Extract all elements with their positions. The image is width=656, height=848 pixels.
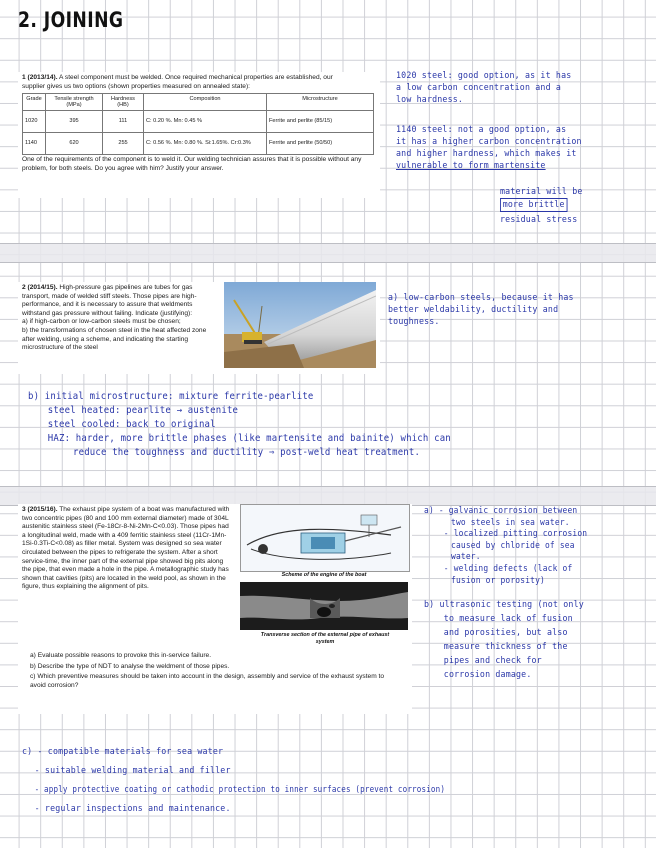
q3-card	[18, 504, 412, 714]
q1-card	[18, 72, 380, 198]
handwritten-line: a) low-carbon steels, because it has	[388, 292, 574, 303]
q2-heading: 2 (2014/15).	[22, 284, 58, 291]
handwritten-line: pipes and check for	[443, 655, 542, 666]
q2-intro: High-pressure gas pipelines are tubes for gas transport, made of welded stiff steels. Those pipes are high-performance, and it is necessary to assure that weldments withstand gas pressure without failing. Indicate (justifying):	[22, 284, 197, 317]
q3-answer-a	[424, 506, 587, 587]
engine-scheme-figure	[240, 504, 410, 572]
pipeline-photo	[224, 282, 376, 368]
weld-section-caption: Transverse section of the external pipe of exhaust system	[260, 632, 390, 645]
handwritten-line: b) initial microstructure: mixture ferrite-pearlite	[28, 391, 314, 402]
engine-scheme-caption: Scheme of the engine of the boat	[281, 572, 367, 578]
table-cell: C: 0.20 %. Mn: 0.45 %	[144, 111, 267, 133]
handwritten-line: reduce the toughness and ductility ⇒ post-weld heat treatment.	[73, 447, 421, 458]
table-row	[23, 133, 374, 155]
page-separator	[0, 486, 656, 506]
handwritten-line: measure thickness of the	[443, 641, 568, 652]
properties-table	[22, 93, 374, 155]
q3-parts	[18, 652, 422, 690]
handwritten-line: a low carbon concentration and a	[396, 82, 562, 93]
q3-answer-b	[424, 598, 584, 682]
table-cell: 395	[46, 111, 103, 133]
table-header: Hardness (HB)	[103, 94, 144, 111]
handwritten-line: b) ultrasonic testing (not only	[424, 599, 584, 610]
table-cell: C: 0.56 %. Mn: 0.80 %. Si:1.65%. Cr:0.3%	[144, 133, 267, 155]
handwritten-line: - localized pitting corrosion	[443, 529, 588, 540]
table-row	[23, 111, 374, 133]
handwritten-line: - apply protective coating or cathodic protection to inner surfaces (prevent corrosion)	[34, 784, 446, 794]
q3-answer-c	[22, 742, 445, 818]
q2-answer-a	[388, 292, 574, 328]
q2-answer-b	[28, 390, 451, 460]
q2-card	[18, 282, 380, 374]
table-cell: 620	[46, 133, 103, 155]
q2-part-b: b) the transformations of chosen steel in the heat affected zone after welding, using a scheme, and indicating the starting microstructure of the steel	[22, 326, 207, 352]
q3-text	[18, 504, 230, 592]
handwritten-line: more brittle	[500, 198, 567, 212]
table-cell: 1140	[23, 133, 46, 155]
q1-answer-1140	[396, 124, 582, 172]
handwritten-line: - welding defects (lack of	[443, 563, 573, 574]
handwritten-line: vulnerable to form martensite	[396, 160, 546, 171]
q1-intro	[18, 72, 344, 91]
handwritten-line: it has a higher carbon concentration	[396, 136, 582, 147]
table-cell: 1020	[23, 111, 46, 133]
table-cell: 111	[103, 111, 144, 133]
handwritten-line: steel cooled: back to original	[47, 419, 216, 430]
q3-part-b: b) Describe the type of NDT to analyse the weldment of those pipes.	[30, 662, 230, 670]
handwritten-line: - regular inspections and maintenance.	[34, 803, 231, 814]
handwritten-line: and higher hardness, which makes it	[396, 148, 577, 159]
handwritten-line: caused by chloride of sea	[451, 540, 575, 551]
q3-intro: The exhaust pipe system of a boat was manufactured with two concentric pipes (80 and 100 mm external diameter) made of 304L austenitic stainless steel (Fe-18Cr-8-Ni-2Mn-C<0.03). Those pipes had a longitudinal weld, made with a 409 ferritic stainless steel (11Cr-1Mn-1Si-0.3Ti-C<0.08) as filler metal. System was designed so sea water circulated between the pipes to refrigerate the system. After a short service-time, the inner part of the external pipe showed big pits along the pipe, that even made a hole in the pipe. A metallographic study has shown that cavities (pits) are located in the weld pool, as shown in the figure, thus explaining the alignment of pits.	[22, 506, 230, 591]
handwritten-line: fusion or porosity)	[451, 575, 545, 586]
table-header: Composition	[144, 94, 267, 111]
q1-intro-text: A steel component must be welded. Once required mechanical properties are established, our supplier gives us two options (shown properties measured on annealed state):	[22, 74, 333, 90]
handwritten-line: 1020 steel: good option, as it has	[396, 70, 572, 81]
q3-part-c: c) Which preventive measures should be taken into account in the design, assembly and service of the exhaust system to avoid corrosion?	[30, 673, 385, 689]
handwritten-line: low hardness.	[396, 94, 464, 105]
handwritten-line: toughness.	[388, 316, 440, 327]
q2-text	[18, 282, 220, 353]
page-separator	[0, 243, 656, 263]
table-header-row	[23, 94, 374, 111]
q1-answer-notes	[500, 186, 583, 226]
handwritten-line: to measure lack of fusion	[443, 613, 573, 624]
table-header: Tensile strength (MPa)	[46, 94, 103, 111]
q1-heading: 1 (2013/14).	[22, 74, 58, 81]
q3-heading: 3 (2015/16).	[22, 506, 58, 513]
handwritten-line: corrosion damage.	[443, 669, 532, 680]
handwritten-line: - suitable welding material and filler	[34, 765, 231, 776]
handwritten-line: water.	[451, 552, 481, 563]
handwritten-line: residual stress	[500, 214, 578, 225]
table-header: Grade	[23, 94, 46, 111]
table-cell: Ferrite and perlite (85/15)	[267, 111, 374, 133]
q2-part-a: a) if high-carbon or low-carbon steels must be chosen;	[22, 318, 181, 326]
handwritten-line: c) - compatible materials for sea water	[22, 746, 224, 757]
page-title: 2. JOINING	[18, 8, 124, 32]
q1-answer-1020	[396, 70, 571, 106]
handwritten-line: steel heated: pearlite → austenite	[47, 405, 239, 416]
weld-section-figure	[240, 582, 408, 630]
handwritten-line: and porosities, but also	[443, 627, 568, 638]
handwritten-line: material will be	[500, 186, 583, 197]
table-cell: Ferrite and perlite (50/50)	[267, 133, 374, 155]
handwritten-line: HAZ: harder, more brittle phases (like martensite and bainite) which can	[47, 433, 451, 444]
handwritten-line: better weldability, ductility and	[388, 304, 559, 315]
handwritten-line: 1140 steel: not a good option, as	[396, 124, 567, 135]
q3-part-a: a) Evaluate possible reasons to provoke this in-service failure.	[30, 652, 212, 659]
handwritten-line: a) - galvanic corrosion between	[424, 506, 578, 516]
handwritten-line: two steels in sea water.	[451, 517, 570, 528]
q1-question: One of the requirements of the component is to weld it. Our welding technician assures that it is possible without any problem, for both steels. Do you agree with him? Justify your answer.	[22, 156, 362, 172]
table-header: Microstructure	[267, 94, 374, 111]
table-cell: 255	[103, 133, 144, 155]
